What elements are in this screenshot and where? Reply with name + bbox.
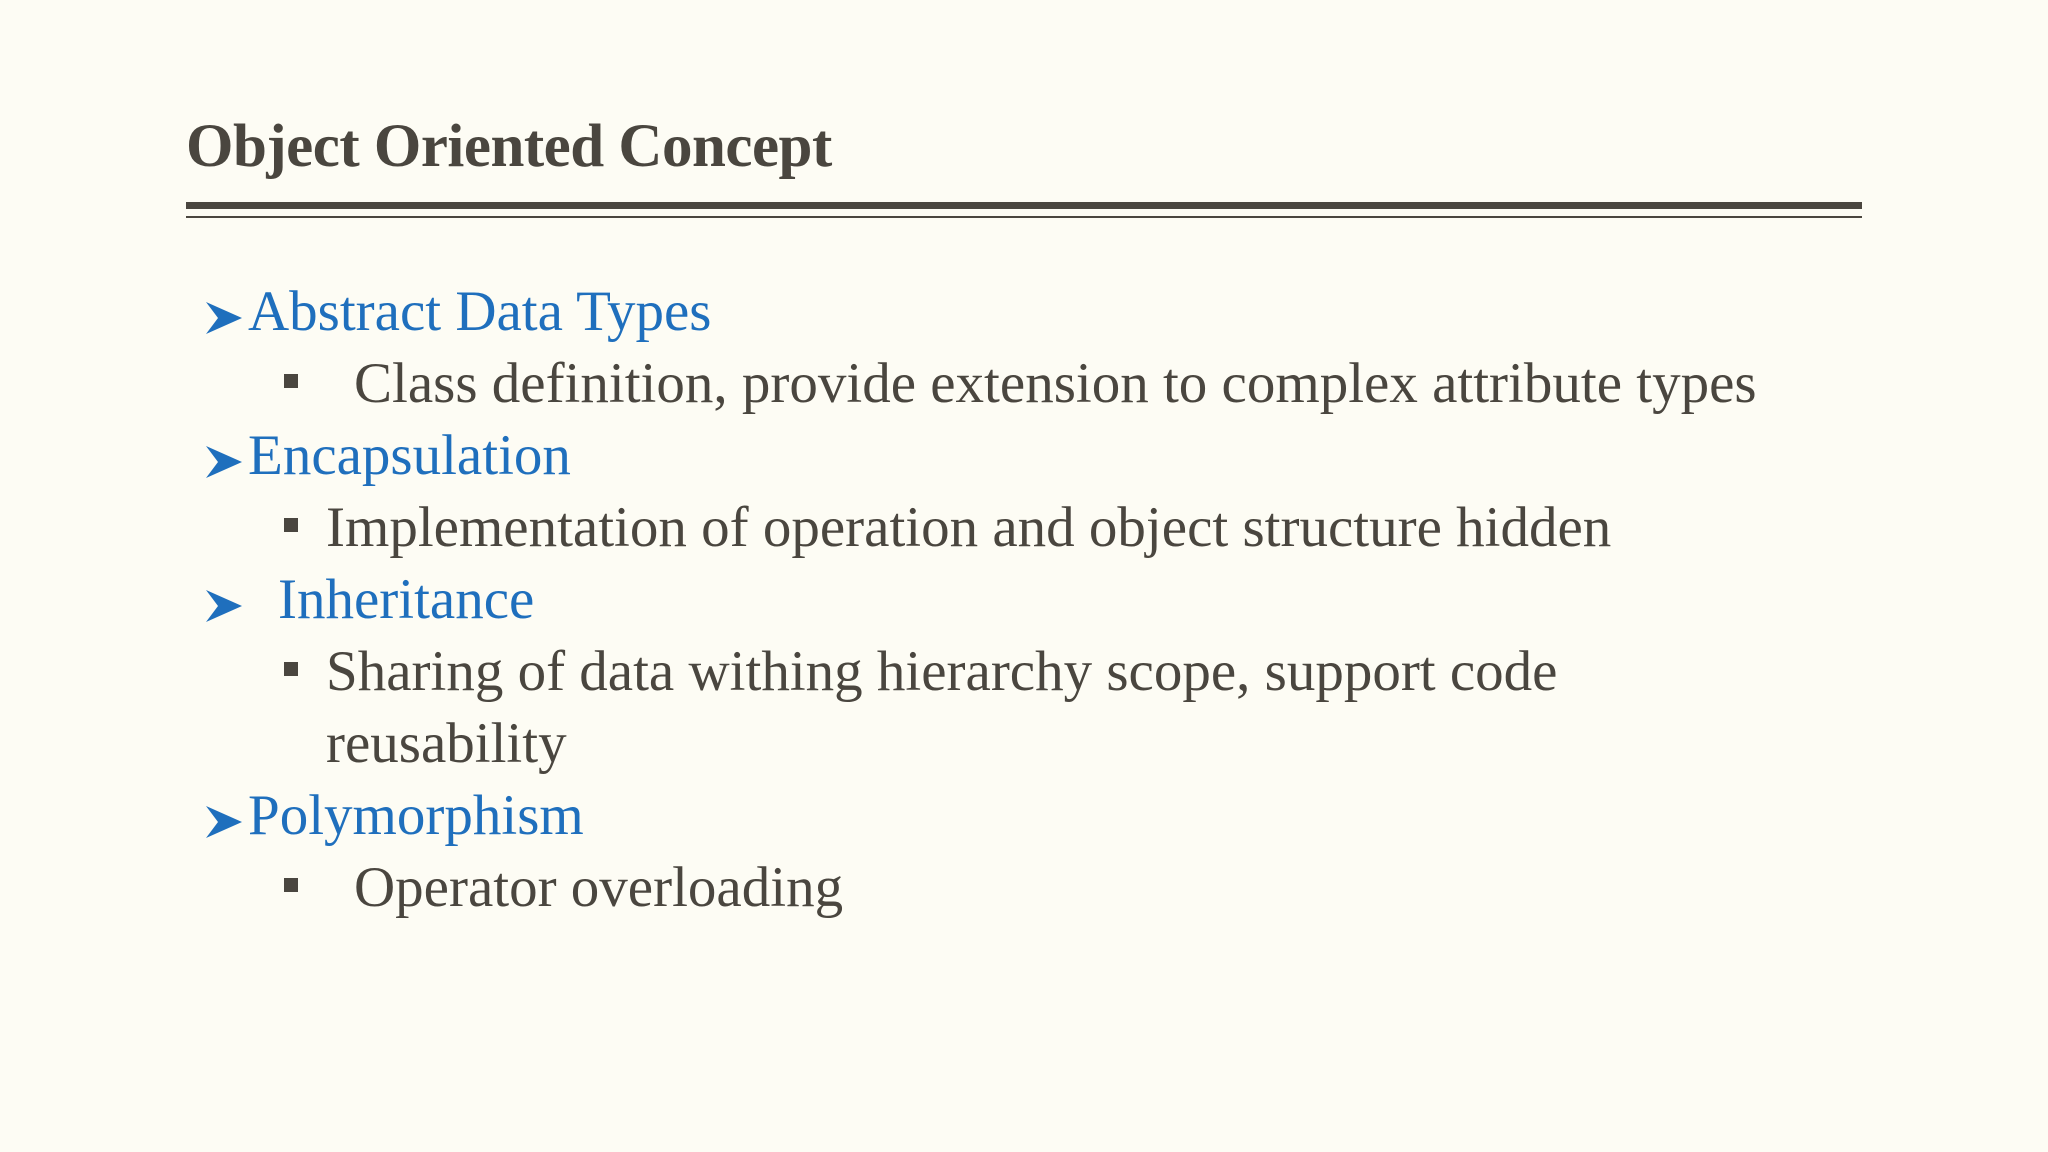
bullet-label: Inheritance	[278, 568, 535, 631]
arrowhead-bullet-icon	[204, 780, 248, 852]
slide-title: Object Oriented Concept	[186, 113, 832, 180]
bullet-item-abstract-data-types	[204, 276, 712, 348]
arrowhead-bullet-icon	[204, 564, 278, 636]
sub-bullet-text: Class definition, provide extension to complex attribute types	[354, 352, 1757, 415]
sub-bullet-text: Operator overloading	[354, 856, 844, 919]
arrowhead-bullet-icon	[204, 420, 248, 492]
bullet-label: Encapsulation	[248, 424, 571, 487]
arrowhead-bullet-icon	[204, 276, 248, 348]
sub-bullet-text: Implementation of operation and object structure hidden	[326, 496, 1612, 559]
title-underline-thin	[186, 216, 1862, 218]
bullet-item-polymorphism	[204, 780, 584, 852]
sub-bullet-text: Sharing of data withing hierarchy scope, support code	[326, 640, 1558, 703]
sub-bullet-text-continued: reusability	[326, 712, 567, 775]
square-bullet-icon	[284, 878, 298, 892]
square-bullet-icon	[284, 518, 298, 532]
title-underline-thick	[186, 202, 1862, 209]
square-bullet-icon	[284, 662, 298, 676]
square-bullet-icon	[284, 374, 298, 388]
bullet-item-encapsulation	[204, 420, 571, 492]
bullet-label: Abstract Data Types	[248, 280, 712, 343]
bullet-item-inheritance	[204, 564, 534, 636]
bullet-label: Polymorphism	[248, 784, 584, 847]
